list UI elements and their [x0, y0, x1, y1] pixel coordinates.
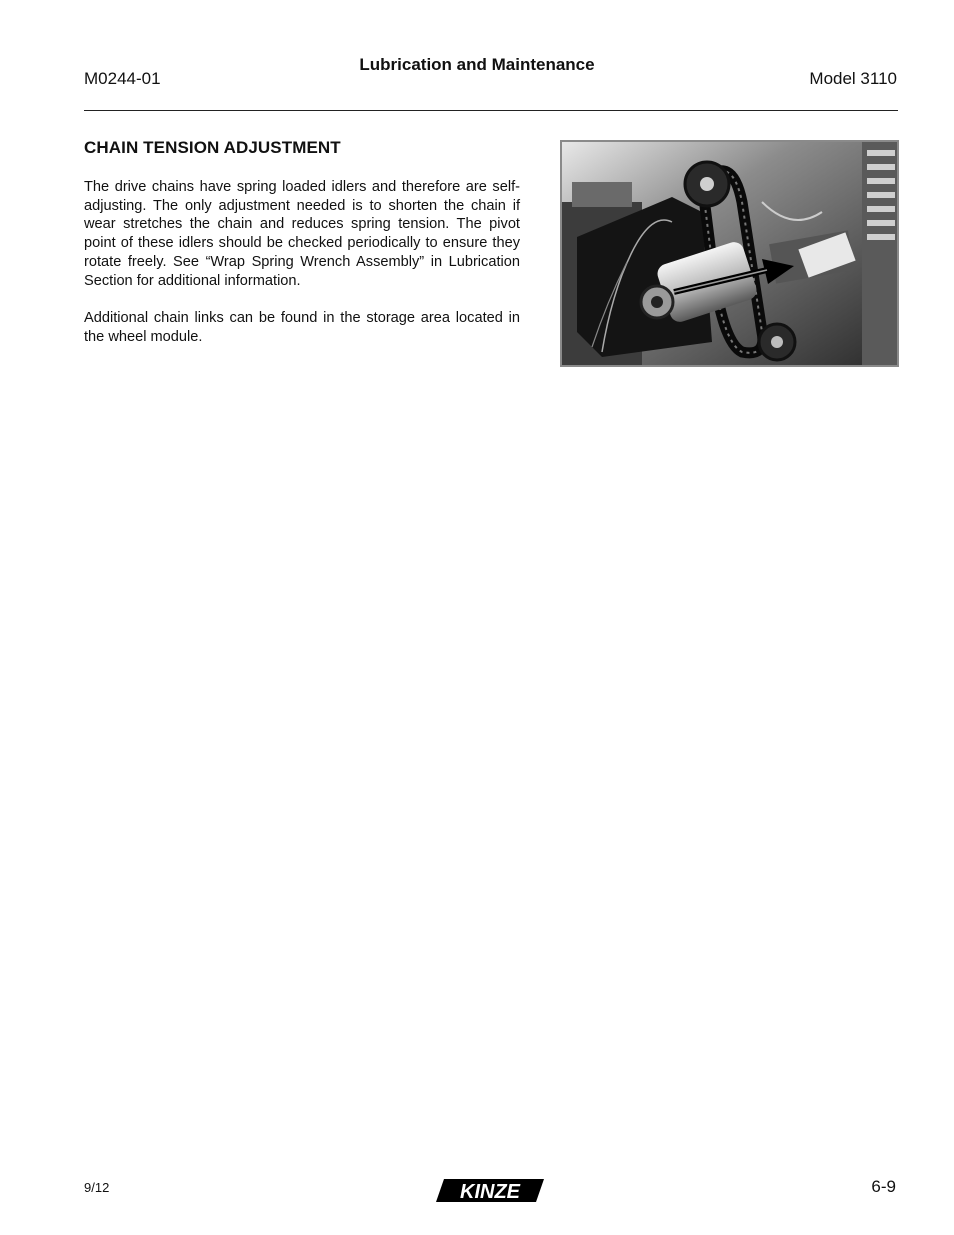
paragraph-chain-idlers: The drive chains have spring loaded idlers and therefore are self-adjusting. The only adjustment needed is to shorten the chain if wear stretches the chain and reduces spring tension. The pivot point of these idlers should be checked periodically to ensure they rotate freely. See “Wrap Spring Wrench Assembly” in Lubrication Section for additional information.	[84, 179, 520, 289]
paragraph-additional-links: Additional chain links can be found in the storage area located in the wheel module.	[84, 310, 520, 345]
header-doc-number: M0244-01	[84, 69, 161, 88]
header-rule	[84, 110, 898, 111]
footer-page-number: 6-9	[871, 1177, 896, 1196]
kinze-logo	[430, 1176, 550, 1206]
kinze-logo-icon	[430, 1176, 550, 1206]
footer-date: 9/12	[84, 1180, 110, 1195]
chain-drive-photo-icon	[562, 142, 897, 365]
figure-chain-drive-photo	[560, 140, 899, 367]
section-heading: CHAIN TENSION ADJUSTMENT	[84, 138, 341, 157]
logo-text: KINZE	[460, 1181, 520, 1203]
header-section-title: Lubrication and Maintenance	[359, 55, 595, 74]
header-model: Model 3110	[809, 69, 897, 88]
